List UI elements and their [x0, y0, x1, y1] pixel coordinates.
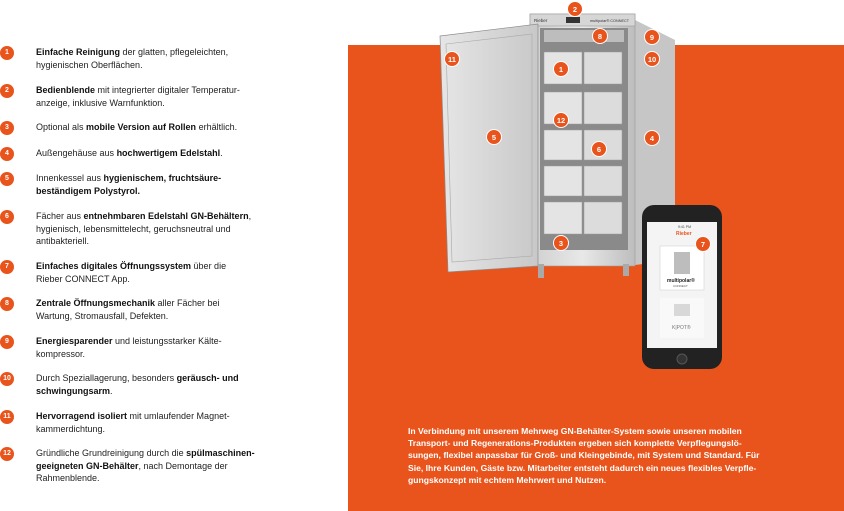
feature-number-badge: 5: [0, 172, 14, 186]
feature-line: [36, 273, 264, 286]
feature-line: [36, 348, 264, 361]
callout-badge: 9: [644, 29, 660, 45]
feature-text-run: Innenkessel aus: [36, 173, 104, 183]
feature-line: [36, 423, 264, 436]
feature-line: [36, 460, 264, 473]
feature-line: [36, 385, 264, 398]
phone-time: 9:41 PM: [678, 225, 692, 229]
callout-badge: 4: [644, 130, 660, 146]
feature-line: [36, 172, 264, 185]
description-line: Sie, Ihre Kunden, Gäste bzw. Mitarbeiter entsteht dadurch ein neues flexibles Verpfle-: [408, 462, 757, 473]
callout-badge: 11: [444, 51, 460, 67]
feature-text-run: .: [110, 385, 113, 396]
central-mechanism: [544, 30, 624, 42]
callout-badge: 2: [567, 1, 583, 17]
feature-text-run: Außengehäuse aus: [36, 148, 117, 158]
phone-brand: Rieber: [676, 231, 692, 237]
feature-line: [36, 372, 264, 385]
feature-text-run: Rieber CONNECT App.: [36, 273, 130, 284]
feature-text: [36, 46, 264, 71]
feature-text-bold: mobile Version auf Rollen: [86, 122, 197, 132]
feature-number-badge: 12: [0, 447, 14, 461]
feature-text-bold: entnehmbaren Edelstahl GN-Behältern: [83, 211, 249, 221]
callout-badge: 6: [591, 141, 607, 157]
multipolar-label: multipolar®: [667, 278, 695, 284]
feature-text: [36, 84, 264, 109]
feature-text-bold: spülmaschinen-: [186, 448, 255, 458]
description-line: sungen, flexibel anpassbar für Groß- und Kleingebinde, mit System und Standard. Für: [408, 450, 760, 461]
feature-text-bold: Hervorragend isoliert: [36, 411, 128, 421]
feature-text: [36, 447, 264, 485]
feature-text: [36, 372, 264, 397]
feature-line: [36, 410, 264, 423]
callout-badge: 7: [695, 236, 711, 252]
feature-number-badge: 1: [0, 46, 14, 60]
feature-text-run: hygienischen Oberflächen.: [36, 59, 143, 70]
feature-line: [36, 121, 264, 134]
feature-text-bold: geräusch- und: [176, 373, 239, 383]
feature-number-badge: 8: [0, 297, 14, 311]
feature-text-bold: hochwertigem Edelstahl: [116, 148, 221, 158]
feature-line: [36, 310, 264, 323]
feature-text-bold: hygienischem, fruchtsäure-: [103, 173, 222, 183]
feature-line: [36, 97, 264, 110]
multipolar-thumbnail: [674, 252, 690, 274]
feature-text-run: und leistungsstarker Kälte-: [112, 336, 222, 346]
feature-text-run: Durch Speziallagerung, besonders: [36, 373, 177, 383]
cabinet-brand-label: Rieber: [534, 18, 548, 23]
temperature-display: [566, 17, 580, 23]
callout-badge: 1: [553, 61, 569, 77]
description-paragraph: [408, 425, 788, 486]
feature-text-run: .: [220, 148, 223, 158]
feature-line: [36, 223, 264, 236]
feature-text-run: antibakteriell.: [36, 236, 90, 246]
feature-text: [36, 260, 264, 285]
feature-number-badge: 9: [0, 335, 14, 349]
feature-line: [36, 447, 264, 460]
feature-text-run: Fächer aus: [36, 211, 84, 221]
feature-text-run: Optional als: [36, 122, 87, 132]
feature-text-run: Wartung, Stromausfall, Defekten.: [36, 310, 169, 321]
feature-text-run: ,: [248, 211, 252, 221]
feature-line: [36, 297, 264, 310]
home-button: [677, 354, 687, 364]
feature-line: [36, 185, 264, 198]
feature-line: [36, 472, 264, 485]
callout-badge: 12: [553, 112, 569, 128]
feature-number-badge: 11: [0, 410, 14, 424]
feature-text-run: anzeige, inklusive Warnfunktion.: [36, 97, 165, 108]
feature-text-bold: Einfaches digitales Öffnungssystem: [36, 261, 192, 271]
cabinet-leg: [538, 264, 544, 278]
feature-text-bold: Einfache Reinigung: [36, 47, 121, 57]
feature-text-run: der glatten, pflegeleichten,: [120, 47, 229, 57]
cabinet-leg: [623, 264, 629, 276]
multipolar-sub-label: CONNECT: [673, 284, 688, 288]
feature-text-run: hygienisch, lebensmittelecht, geruchsneutral und: [36, 223, 231, 234]
callout-badge: 3: [553, 235, 569, 251]
feature-number-badge: 6: [0, 210, 14, 224]
callout-badge: 5: [486, 129, 502, 145]
feature-text-run: aller Fächer bei: [155, 298, 220, 308]
feature-text-run: Gründliche Grundreinigung durch die: [36, 448, 187, 458]
feature-line: [36, 59, 264, 72]
feature-line: [36, 260, 264, 273]
feature-number-badge: 4: [0, 147, 14, 161]
description-line: In Verbindung mit unserem Mehrweg GN-Behälter-System sowie unseren mobilen: [408, 426, 742, 436]
kpot-thumbnail: [674, 304, 690, 316]
callout-badge: 10: [644, 51, 660, 67]
feature-text-run: erhältlich.: [196, 122, 238, 132]
feature-line: [36, 210, 264, 223]
feature-text: [36, 121, 264, 134]
kpot-label: K|POT®: [672, 325, 691, 331]
description-line: Transport- und Regenerations-Produkten ergeben sich komplette Verpflegungslö-: [408, 438, 742, 449]
description-line: gungskonzept mit echtem Mehrwert und Nutzen.: [408, 474, 607, 485]
feature-text-bold: Energiesparender: [36, 336, 113, 346]
feature-text: [36, 335, 264, 360]
feature-text-run: Rahmenblende.: [36, 473, 100, 483]
feature-text: [36, 297, 264, 322]
feature-text-bold: beständigem Polystyrol.: [36, 185, 141, 196]
feature-text-run: kammerdichtung.: [36, 423, 106, 434]
feature-text-run: , nach Demontage der: [138, 460, 228, 471]
feature-text: [36, 172, 264, 197]
feature-number-badge: 7: [0, 260, 14, 274]
feature-text-run: mit umlaufender Magnet-: [127, 411, 230, 421]
feature-line: [36, 84, 264, 97]
feature-line: [36, 46, 264, 59]
feature-text: [36, 210, 264, 248]
phone-illustration: [640, 204, 726, 372]
feature-text-bold: Bedienblende: [36, 85, 96, 95]
feature-number-badge: 3: [0, 121, 14, 135]
feature-number-badge: 10: [0, 372, 14, 386]
feature-text-bold: schwingungsarm: [36, 385, 111, 396]
callout-badge: 8: [592, 28, 608, 44]
feature-text-run: über die: [191, 261, 227, 271]
feature-text-run: kompressor.: [36, 348, 86, 359]
feature-text: [36, 147, 264, 160]
cabinet-model-label: multipolar® CONNECT: [590, 19, 630, 23]
feature-text-bold: geeigneten GN-Behälter: [36, 460, 139, 471]
feature-text-run: mit integrierter digitaler Temperatur-: [95, 85, 240, 95]
feature-line: [36, 235, 264, 248]
feature-number-badge: 2: [0, 84, 14, 98]
feature-text-bold: Zentrale Öffnungsmechanik: [36, 298, 156, 308]
feature-line: [36, 147, 264, 160]
feature-text: [36, 410, 264, 435]
feature-line: [36, 335, 264, 348]
